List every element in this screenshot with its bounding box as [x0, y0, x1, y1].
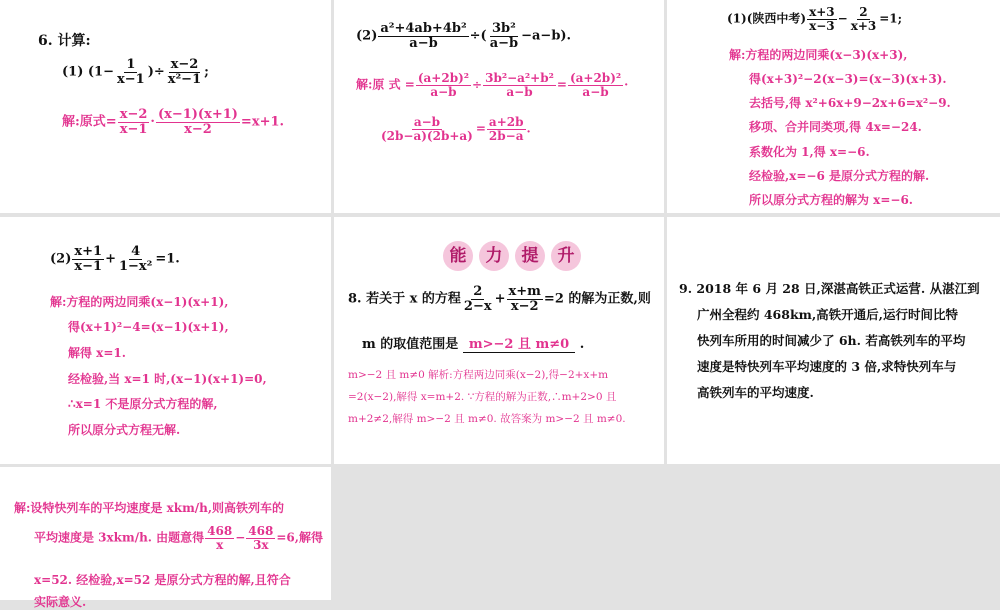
solution-line: 平均速度是 3xkm/h. 由题意得 $\frac{468}{x}$ − $\frac{468}{3x}$ =6,解得 [34, 524, 323, 552]
empty-area [334, 467, 1000, 600]
solution-line: m+2≠2,解得 m>−2 且 m≠0. 故答案为 m>−2 且 m≠0. [348, 413, 626, 425]
solution-line: 解得 x=1. [68, 346, 126, 360]
question-text: 8. 若关于 x 的方程 $\frac{2}{2-x}$ + $\frac{x+m}{x-2}$ =2 的解为正数,则 [348, 284, 651, 314]
solution-line: x=52. 经检验,x=52 是原分式方程的解,且符合 [34, 573, 291, 587]
panel-q9-solution [0, 467, 331, 609]
panel-q6-2 [334, 0, 664, 213]
question-line: 广州全程约 468km,高铁开通后,运行时间比特 [697, 307, 959, 322]
solution-line-1: 解:原 式 = $\frac{\text{(a+2b)²}}{a-b}$ ÷ $\frac{\text{3b²−a²+b²}}{a-b}$ = $\frac{\text{(a+2b)²}}{a-b}$ · [356, 71, 629, 99]
panel-q9 [667, 217, 1000, 464]
panel-q6-1 [0, 0, 331, 213]
question-line: 9. 2018 年 6 月 28 日,深湛高铁正式运营. 从湛江到 [679, 281, 980, 296]
solution-line: 解:方程的两边同乘(x−3)(x+3), [729, 48, 908, 62]
solution-line-2: $\frac{a-b}{(2b-a)(2b+a)}$ = $\frac{a+2b}{2b-a}$ . [381, 115, 531, 143]
header-char: 能 [443, 241, 473, 271]
header-char: 提 [515, 241, 545, 271]
panel-q8 [334, 217, 664, 464]
solution-line: 经检验,当 x=1 时,(x−1)(x+1)=0, [68, 372, 267, 386]
solution-line: 系数化为 1,得 x=−6. [749, 145, 870, 159]
solution-line: 解:设特快列车的平均速度是 xkm/h,则高铁列车的 [14, 501, 285, 515]
solution-line: =2(x−2),解得 x=m+2. ∵方程的解为正数,∴m+2>0 且 [348, 391, 617, 403]
panel-q7-2 [0, 217, 331, 464]
solution-line: 所以原分式方程的解为 x=−6. [749, 193, 913, 207]
question-line: 速度是特快列车平均速度的 3 倍,求特快列车与 [697, 359, 957, 374]
question-expression: (1) (1− $\frac{1}{x-1}$ )÷ $\frac{x-2}{\text{x²−1}}$ ; [62, 57, 209, 87]
section-header-ability-improvement [443, 241, 581, 271]
solution-line: ∴x=1 不是原分式方程的解, [68, 397, 218, 411]
answer-blank: m>−2 且 m≠0 [463, 337, 575, 353]
solution-line: 去括号,得 x²+6x+9−2x+6=x²−9. [749, 96, 951, 110]
question-title: 6. 计算: [38, 33, 91, 49]
solution-line: 解:方程的两边同乘(x−1)(x+1), [50, 295, 229, 309]
question-expression: (2) $\frac{x+1}{x-1}$ + $\frac{4}{\text{1−x²}}$ =1. [50, 244, 180, 274]
question-expression: (2) $\frac{\text{a²+4ab+4b²}}{a-b}$ ÷( $\frac{\text{3b²}}{a-b}$ −a−b). [356, 21, 572, 51]
solution-line: 所以原分式方程无解. [68, 423, 181, 437]
question-line: 快列车所用的时间减少了 6h. 若高铁列车的平均 [697, 333, 966, 348]
solution-line: 经检验,x=−6 是原分式方程的解. [749, 169, 930, 183]
solution-line: m>−2 且 m≠0 解析:方程两边同乘(x−2),得−2+x+m [348, 369, 609, 381]
solution-expression: 解:原式= $\frac{x-2}{x-1}$ · $\frac{(x-1)(x+1)}{x-2}$ =x+1. [62, 107, 285, 137]
solution-line: 移项、合并同类项,得 4x=−24. [749, 120, 922, 134]
solution-line: 得(x+1)²−4=(x−1)(x+1), [68, 320, 229, 334]
panel-q7-1 [667, 0, 1000, 213]
question-text-line-2: m 的取值范围是 m>−2 且 m≠0 . [362, 337, 585, 352]
header-char: 力 [479, 241, 509, 271]
header-char: 升 [551, 241, 581, 271]
solution-line: 实际意义. [34, 595, 87, 609]
question-expression: (1)(陕西中考) $\frac{x+3}{x-3}$ − $\frac{2}{x+3}$ =1; [727, 5, 903, 33]
solution-line: 得(x+3)²−2(x−3)=(x−3)(x+3). [749, 72, 947, 86]
question-line: 高铁列车的平均速度. [697, 385, 814, 400]
